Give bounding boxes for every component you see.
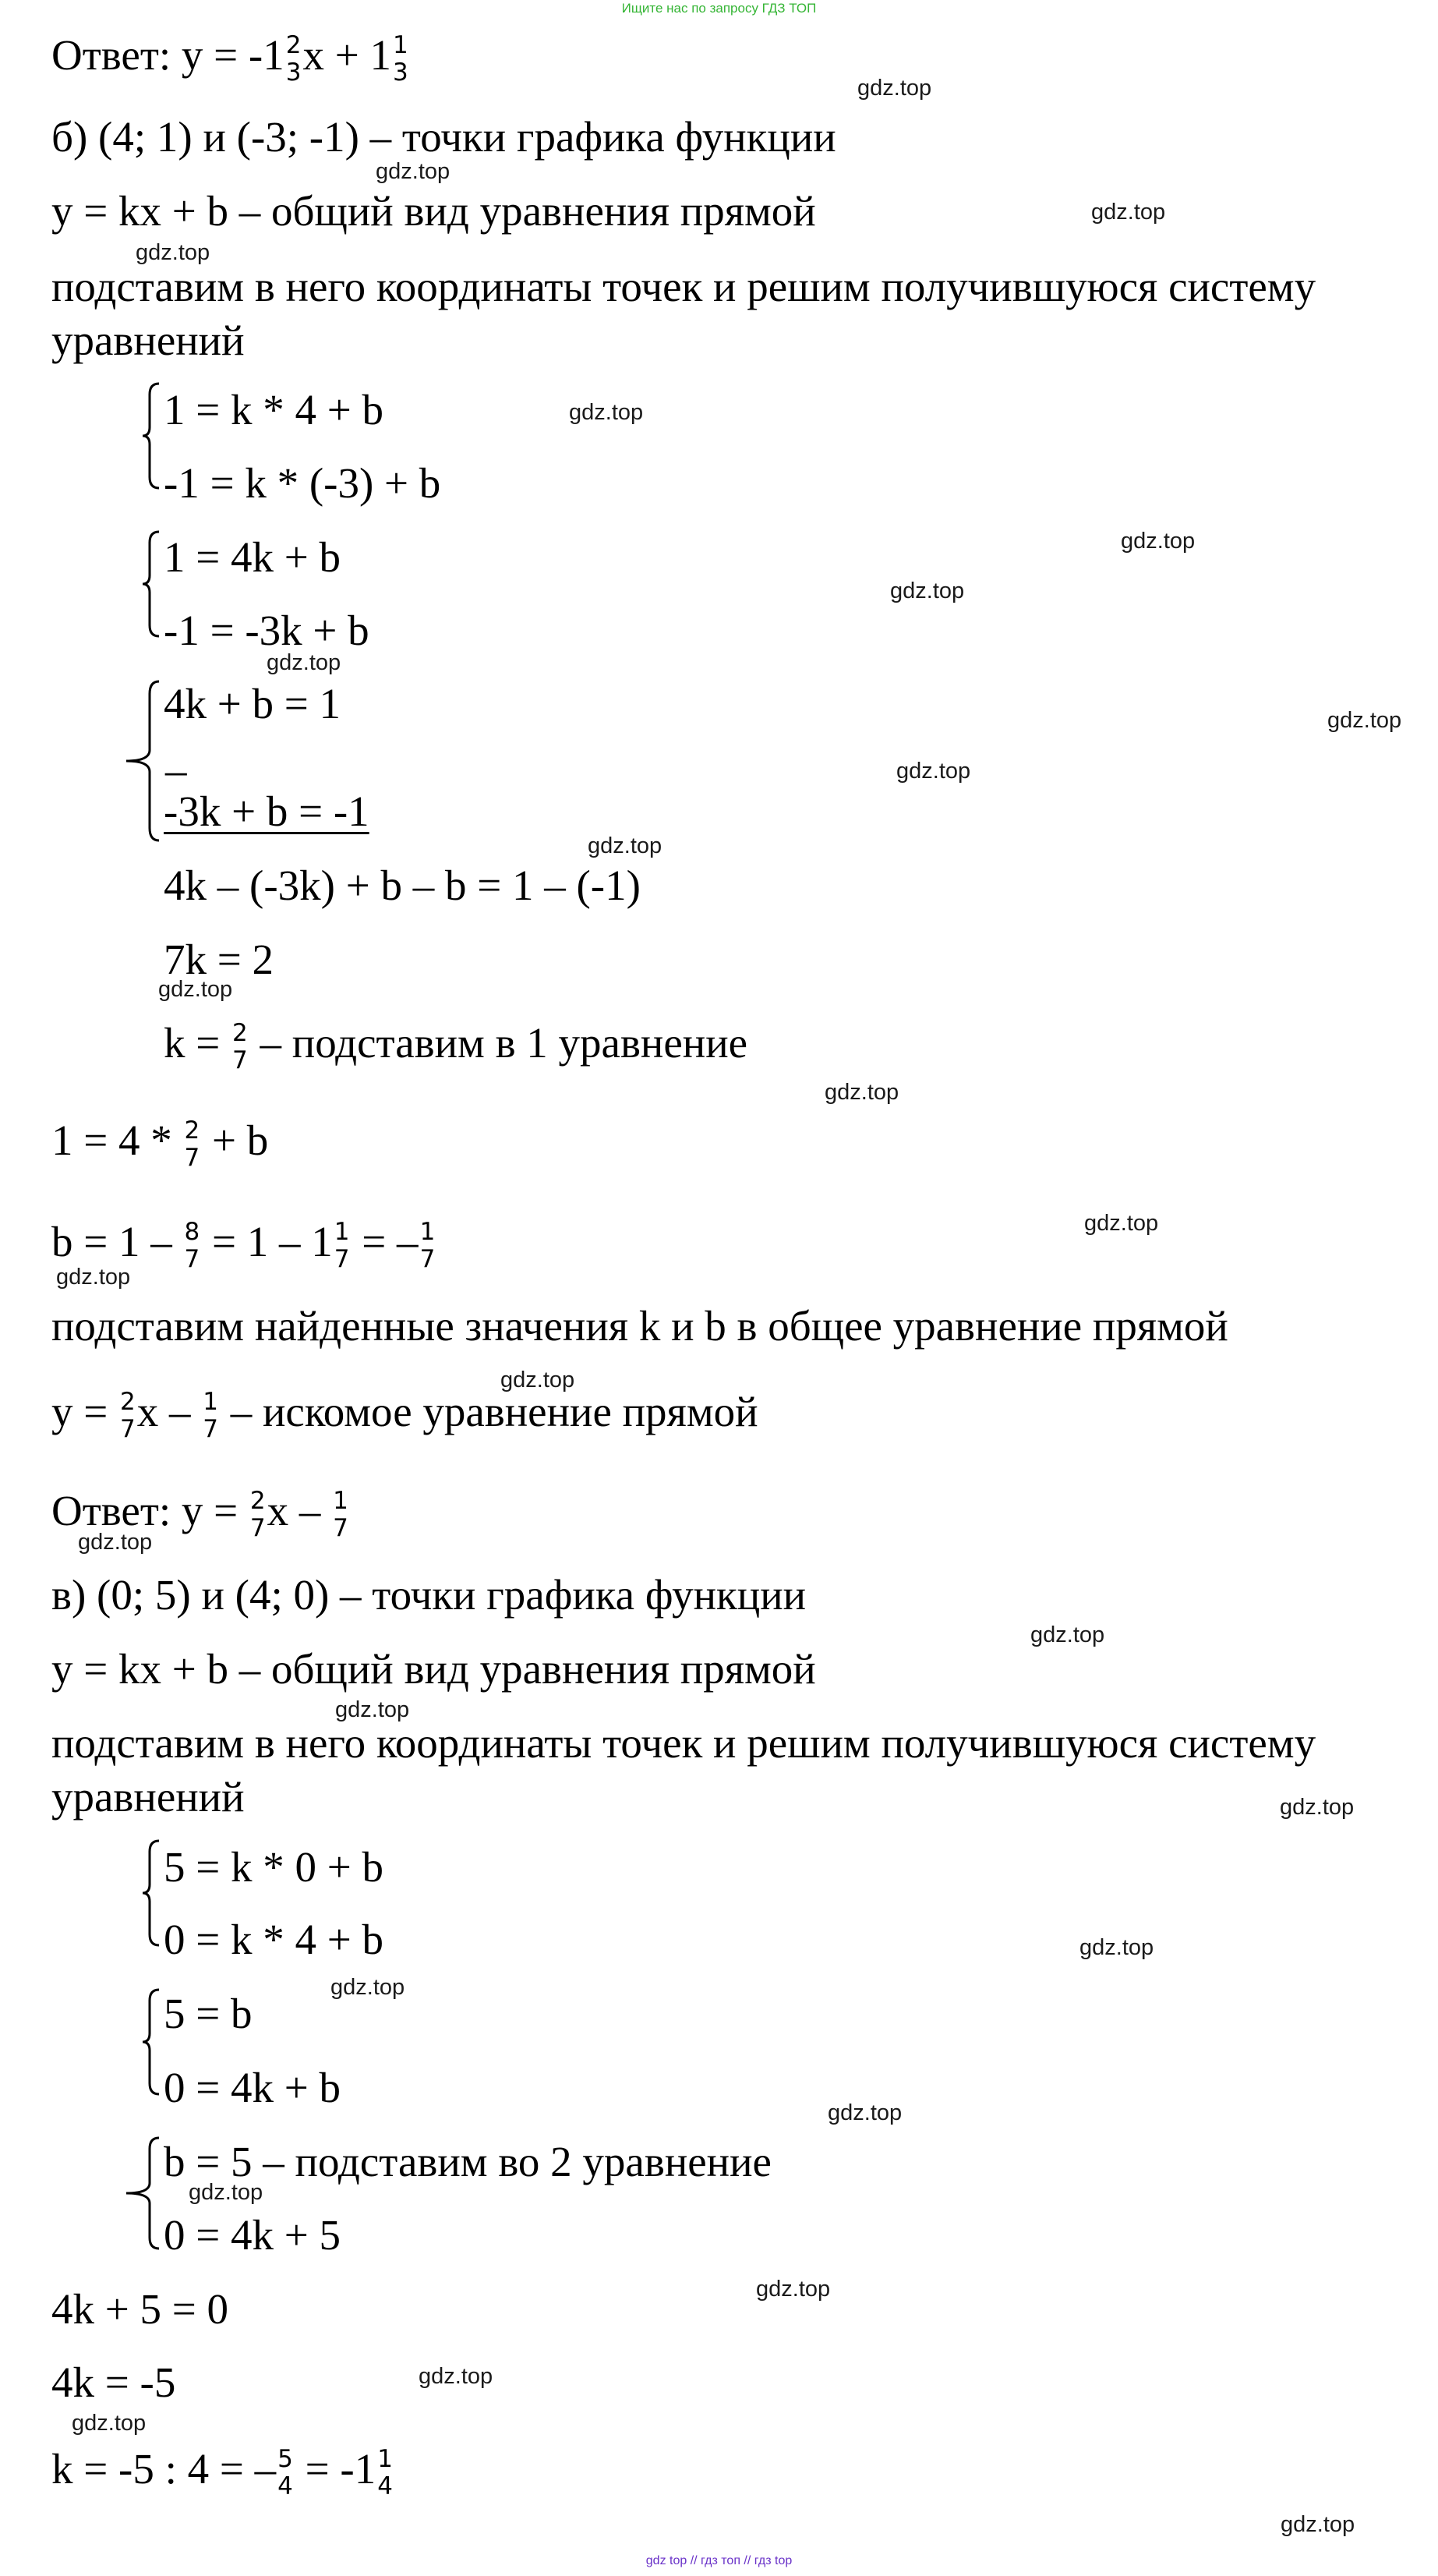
- part-b-sys3-eq1: 4k + b = 1: [164, 680, 341, 727]
- watermark: gdz.top: [500, 1368, 575, 1392]
- part-b-sys1-eq1: 1 = k * 4 + b: [164, 386, 384, 433]
- watermark: gdz.top: [896, 759, 971, 784]
- fraction: 1 4: [377, 2445, 393, 2501]
- watermark: gdz.top: [330, 1975, 405, 2000]
- part-b-title: б) (4; 1) и (-3; -1) – точки графика функции: [51, 113, 836, 161]
- watermark: gdz.top: [419, 2364, 493, 2389]
- part-b-substitute-text: подставим в него координаты точек и решим получившуюся систему уравнений: [51, 263, 1316, 364]
- part-v-k-value: k = -5 : 4 = – 5 4 = -1 1 4: [51, 2445, 393, 2501]
- fraction: 2 7: [232, 1019, 248, 1075]
- watermark: gdz.top: [136, 240, 210, 265]
- part-v-step2: 4k = -5: [51, 2358, 176, 2406]
- part-v-sys1-eq2: 0 = k * 4 + b: [164, 1916, 384, 1963]
- brace-icon: [140, 1987, 164, 2097]
- part-b-sys2-eq1: 1 = 4k + b: [164, 533, 341, 581]
- part-b-sys3-eq2: -3k + b = -1: [164, 787, 369, 835]
- watermark: gdz.top: [1121, 529, 1196, 554]
- part-v-step1: 4k + 5 = 0: [51, 2285, 229, 2333]
- minus-sign: –: [165, 746, 187, 794]
- watermark: gdz.top: [1091, 200, 1166, 225]
- watermark: gdz.top: [78, 1530, 153, 1555]
- fraction: 2 7: [249, 1487, 266, 1543]
- watermark: gdz.top: [1281, 2512, 1355, 2537]
- watermark: gdz.top: [56, 1265, 131, 1290]
- part-v-sys2-eq2: 0 = 4k + b: [164, 2064, 341, 2111]
- fraction: 8 7: [184, 1218, 200, 1274]
- fraction: 2 7: [184, 1116, 200, 1173]
- watermark: gdz.top: [1280, 1795, 1355, 1820]
- fraction: 5 4: [277, 2445, 293, 2501]
- watermark: gdz.top: [588, 833, 662, 858]
- part-b-sys1-eq2: -1 = k * (-3) + b: [164, 459, 441, 507]
- watermark: gdz.top: [569, 400, 644, 425]
- part-v-sys3-eq2: 0 = 4k + 5: [164, 2211, 341, 2259]
- watermark: gdz.top: [825, 1080, 899, 1105]
- footer-note: gdz top // гдз топ // гдз top: [645, 2554, 793, 2567]
- fraction: 2 7: [120, 1388, 136, 1444]
- fraction: 1 7: [419, 1218, 436, 1274]
- fraction: 1 7: [203, 1388, 218, 1444]
- part-v-sys1-eq1: 5 = k * 0 + b: [164, 1843, 384, 1891]
- part-b-eq-b2: b = 1 – 8 7 = 1 – 1 1 7 = – 1 7: [51, 1218, 436, 1274]
- part-b-substitute-found: подставим найденные значения k и b в общее уравнение прямой: [51, 1302, 1228, 1350]
- header-note: Ищите нас по запросу ГДЗ ТОП: [621, 1, 817, 16]
- fraction: 2 3: [285, 31, 302, 87]
- part-v-substitute-text: подставим в него координаты точек и решим получившуюся систему уравнений: [51, 1719, 1316, 1821]
- part-v-sys2-eq1: 5 = b: [164, 1990, 253, 2037]
- fraction: 1 7: [333, 1487, 348, 1543]
- part-v-sys3-eq1: b = 5 – подставим во 2 уравнение: [164, 2138, 772, 2185]
- watermark: gdz.top: [1079, 1935, 1154, 1960]
- part-b-step2: 7k = 2: [164, 936, 274, 983]
- watermark: gdz.top: [267, 650, 341, 675]
- part-b-k-value: k = 2 7 – подставим в 1 уравнение: [164, 1019, 748, 1075]
- brace-icon: [140, 529, 164, 639]
- watermark: gdz.top: [756, 2277, 831, 2302]
- answer-a: Ответ: y = -1 2 3 x + 1 1 3: [51, 31, 408, 87]
- part-b-eq-b1: 1 = 4 * 2 7 + b: [51, 1116, 269, 1173]
- part-v-title: в) (0; 5) и (4; 0) – точки графика функции: [51, 1571, 807, 1619]
- fraction: 1 3: [392, 31, 408, 87]
- watermark: gdz.top: [890, 579, 965, 603]
- part-v-general-equation: y = kx + b – общий вид уравнения прямой: [51, 1645, 816, 1693]
- watermark: gdz.top: [1327, 708, 1402, 733]
- part-b-result: y = 2 7 x – 1 7 – искомое уравнение прямой: [51, 1388, 758, 1444]
- brace-icon: [140, 1838, 164, 1948]
- brace-icon: [123, 2135, 164, 2252]
- watermark: gdz.top: [1030, 1622, 1105, 1647]
- watermark: gdz.top: [1084, 1211, 1159, 1236]
- brace-icon: [123, 678, 164, 844]
- watermark: gdz.top: [158, 977, 233, 1002]
- part-b-answer: Ответ: y = 2 7 x – 1 7: [51, 1487, 348, 1543]
- fraction: 1 7: [334, 1218, 350, 1274]
- brace-icon: [140, 380, 164, 491]
- watermark: gdz.top: [72, 2411, 147, 2436]
- part-b-step1: 4k – (-3k) + b – b = 1 – (-1): [164, 862, 641, 909]
- watermark: gdz.top: [857, 76, 932, 101]
- watermark: gdz.top: [828, 2100, 903, 2125]
- part-b-general-equation: y = kx + b – общий вид уравнения прямой: [51, 187, 816, 235]
- watermark: gdz.top: [376, 159, 450, 184]
- watermark: gdz.top: [335, 1697, 410, 1722]
- part-b-sys2-eq2: -1 = -3k + b: [164, 607, 369, 654]
- watermark: gdz.top: [189, 2180, 263, 2205]
